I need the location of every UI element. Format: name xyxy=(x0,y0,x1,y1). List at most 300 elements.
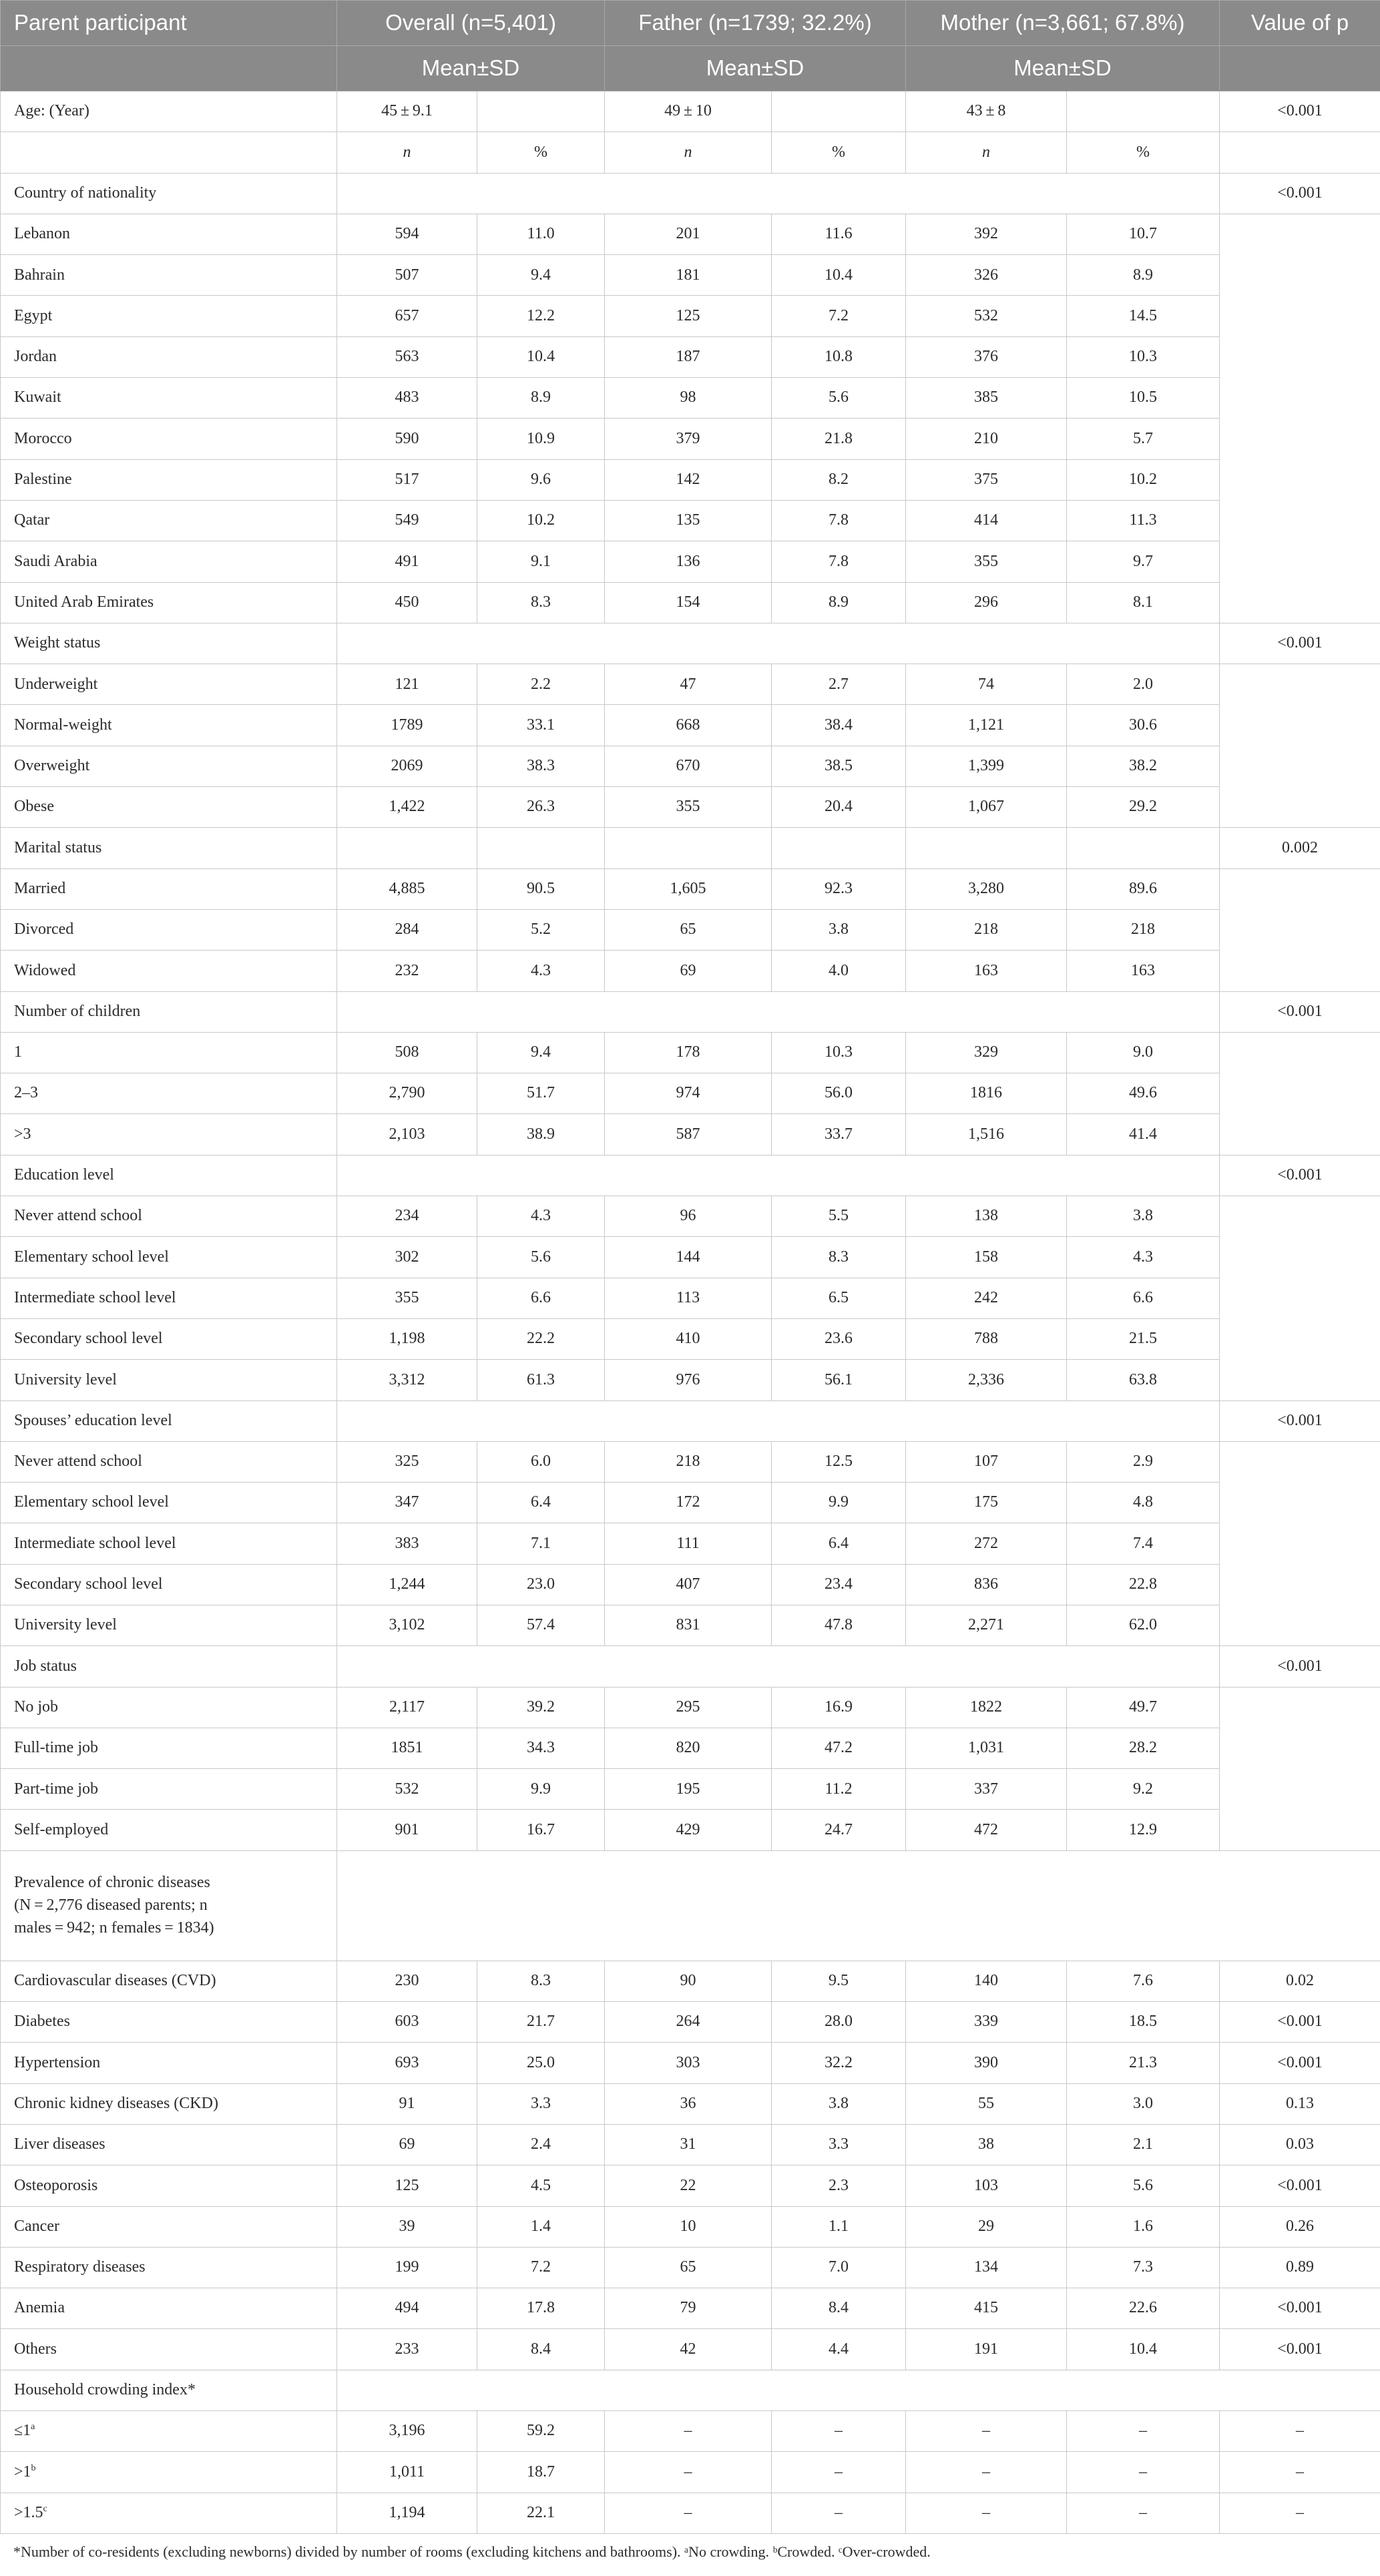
cell-father-n: 587 xyxy=(605,1114,772,1155)
cell-father-pct: 16.9 xyxy=(772,1687,906,1728)
cell-mother-pct: 218 xyxy=(1067,909,1220,950)
row-label-text: Underweight xyxy=(14,675,98,693)
row-label-text: Respiratory diseases xyxy=(14,2258,146,2276)
row-label xyxy=(1,2329,337,2370)
section-empty xyxy=(337,173,1220,214)
cell-mother-pct: 3.8 xyxy=(1067,1196,1220,1237)
merged-pvalue-blank xyxy=(1220,664,1380,828)
cell-mother-n: 2,336 xyxy=(906,1360,1067,1400)
cell-mother-pct: 11.3 xyxy=(1067,500,1220,541)
cell-overall-pct: 17.8 xyxy=(477,2288,605,2329)
header-pvalue: Value of p xyxy=(1220,1,1380,46)
cell-father-pct: 10.3 xyxy=(772,1032,906,1073)
cell-overall-pct: 6.4 xyxy=(477,1483,605,1523)
row-label-text: 2–3 xyxy=(14,1084,38,1102)
table-row xyxy=(1,705,1380,746)
table-row xyxy=(1,2452,1380,2493)
cell-overall-n: 483 xyxy=(337,378,477,419)
cell-overall-n: 508 xyxy=(337,1032,477,1073)
section-label: Weight status xyxy=(1,623,337,664)
cell-mother-n: 836 xyxy=(906,1564,1067,1605)
cell-overall-n: 1851 xyxy=(337,1728,477,1768)
cell-father-pct: 4.0 xyxy=(772,951,906,991)
cell-father-pct: 10.8 xyxy=(772,336,906,377)
cell-overall-n: 2,117 xyxy=(337,1687,477,1728)
cell-mother-pct: – xyxy=(1067,2411,1220,2452)
section-empty-cell xyxy=(772,828,906,868)
row-label xyxy=(1,2411,337,2452)
cell-mother-pct: 63.8 xyxy=(1067,1360,1220,1400)
cell-mother-n: 55 xyxy=(906,2083,1067,2124)
cell-mother-n: 1,516 xyxy=(906,1114,1067,1155)
cell-father-pct: 92.3 xyxy=(772,868,906,909)
cell-father-n: 144 xyxy=(605,1237,772,1278)
subheader-row xyxy=(1,46,1380,91)
cell-father-pct: 32.2 xyxy=(772,2043,906,2083)
cell-overall-pct: 12.2 xyxy=(477,296,605,336)
cell-mother-pct: 21.5 xyxy=(1067,1318,1220,1359)
row-label xyxy=(1,296,337,336)
cell-overall-pct: 90.5 xyxy=(477,868,605,909)
section-empty xyxy=(337,1155,1220,1196)
row-label-text: >1.5 xyxy=(14,2503,43,2521)
cell-father-pct: 6.5 xyxy=(772,1278,906,1318)
cell-father-pct: 21.8 xyxy=(772,419,906,459)
age-father-blank xyxy=(772,91,906,132)
cell-overall-n: 233 xyxy=(337,2329,477,2370)
section-pvalue: <0.001 xyxy=(1220,1646,1380,1687)
cell-overall-n: 69 xyxy=(337,2124,477,2165)
cell-overall-n: 325 xyxy=(337,1441,477,1482)
cell-father-n: 10 xyxy=(605,2206,772,2247)
header-row xyxy=(1,1,1380,46)
cell-father-pct: 56.0 xyxy=(772,1073,906,1114)
section-empty xyxy=(337,2370,1380,2410)
section-row xyxy=(1,991,1380,1032)
cell-overall-n: 3,196 xyxy=(337,2411,477,2452)
cell-father-pct: 47.8 xyxy=(772,1605,906,1645)
cell-pvalue: 0.13 xyxy=(1220,2083,1380,2124)
section-row xyxy=(1,1850,1380,1961)
cell-mother-pct: 1.6 xyxy=(1067,2206,1220,2247)
cell-overall-n: 355 xyxy=(337,1278,477,1318)
table-row xyxy=(1,500,1380,541)
cell-mother-n: – xyxy=(906,2452,1067,2493)
cell-overall-pct: 9.9 xyxy=(477,1769,605,1810)
row-label xyxy=(1,1810,337,1850)
cell-overall-n: 2,790 xyxy=(337,1073,477,1114)
table-footnote: *Number of co-residents (excluding newborns) divided by number of rooms (excluding kitchens and bathrooms). ᵃNo crowding. ᵇCrowded. ᶜOver-crowded. xyxy=(13,2543,931,2560)
row-label xyxy=(1,2043,337,2083)
cell-mother-pct: 49.6 xyxy=(1067,1073,1220,1114)
cell-overall-n: 1789 xyxy=(337,705,477,746)
cell-overall-pct: 38.3 xyxy=(477,746,605,786)
cell-mother-pct: 49.7 xyxy=(1067,1687,1220,1728)
cell-pvalue: <0.001 xyxy=(1220,2329,1380,2370)
cell-father-n: 264 xyxy=(605,2002,772,2043)
cell-overall-n: 603 xyxy=(337,2002,477,2043)
section-label: Marital status xyxy=(1,828,337,868)
cell-overall-n: 450 xyxy=(337,582,477,623)
cell-mother-pct: 22.6 xyxy=(1067,2288,1220,2329)
cell-overall-pct: 7.1 xyxy=(477,1523,605,1564)
row-label xyxy=(1,2124,337,2165)
cell-father-n: 135 xyxy=(605,500,772,541)
cell-overall-n: 302 xyxy=(337,1237,477,1278)
section-row xyxy=(1,1646,1380,1687)
section-empty-cell xyxy=(337,828,477,868)
cell-overall-pct: 9.6 xyxy=(477,459,605,500)
table-row xyxy=(1,296,1380,336)
cell-father-n: 410 xyxy=(605,1318,772,1359)
row-label xyxy=(1,500,337,541)
row-label-text: Overweight xyxy=(14,757,90,775)
row-label xyxy=(1,214,337,254)
cell-mother-n: 472 xyxy=(906,1810,1067,1850)
cell-mother-pct: 4.3 xyxy=(1067,1237,1220,1278)
cell-father-pct: – xyxy=(772,2452,906,2493)
cell-mother-n: 329 xyxy=(906,1032,1067,1073)
age-overall-blank xyxy=(477,91,605,132)
table-row xyxy=(1,1114,1380,1155)
cell-mother-pct: 10.2 xyxy=(1067,459,1220,500)
table-row xyxy=(1,664,1380,705)
row-label-text: Elementary school level xyxy=(14,1248,169,1266)
cell-father-n: 355 xyxy=(605,787,772,828)
subheader-pvalue-blank xyxy=(1220,46,1380,91)
row-label-text: Chronic kidney diseases (CKD) xyxy=(14,2095,218,2112)
cell-mother-n: 103 xyxy=(906,2165,1067,2206)
cell-father-pct: 9.5 xyxy=(772,1961,906,2001)
cell-father-pct: 4.4 xyxy=(772,2329,906,2370)
cell-overall-pct: 8.3 xyxy=(477,1961,605,2001)
table-row xyxy=(1,2043,1380,2083)
row-label-text: United Arab Emirates xyxy=(14,593,154,611)
cell-mother-n: – xyxy=(906,2411,1067,2452)
units-overall-n: n xyxy=(337,132,477,173)
age-label: Age: (Year) xyxy=(1,91,337,132)
row-label-text: Cancer xyxy=(14,2217,59,2235)
row-label-text: Lebanon xyxy=(14,225,70,243)
cell-overall-n: 594 xyxy=(337,214,477,254)
row-label-text: Obese xyxy=(14,798,54,816)
cell-overall-n: 1,198 xyxy=(337,1318,477,1359)
row-label xyxy=(1,1564,337,1605)
cell-father-pct: 8.3 xyxy=(772,1237,906,1278)
cell-overall-n: 232 xyxy=(337,951,477,991)
cell-pvalue: – xyxy=(1220,2411,1380,2452)
cell-overall-n: 494 xyxy=(337,2288,477,2329)
row-label xyxy=(1,1073,337,1114)
cell-father-pct: 8.4 xyxy=(772,2288,906,2329)
cell-mother-n: 158 xyxy=(906,1237,1067,1278)
section-empty xyxy=(337,623,1220,664)
cell-overall-pct: 8.3 xyxy=(477,582,605,623)
cell-overall-pct: 10.2 xyxy=(477,500,605,541)
cell-overall-pct: 2.4 xyxy=(477,2124,605,2165)
cell-mother-n: 337 xyxy=(906,1769,1067,1810)
table-row xyxy=(1,1523,1380,1564)
cell-mother-pct: 8.9 xyxy=(1067,255,1220,296)
cell-mother-n: 1,067 xyxy=(906,787,1067,828)
header-mother: Mother (n=3,661; 67.8%) xyxy=(906,1,1220,46)
table-row xyxy=(1,1728,1380,1768)
cell-overall-pct: 4.5 xyxy=(477,2165,605,2206)
cell-overall-pct: 5.6 xyxy=(477,1237,605,1278)
cell-overall-n: 2069 xyxy=(337,746,477,786)
cell-mother-n: 375 xyxy=(906,459,1067,500)
section-label-line: Prevalence of chronic diseases xyxy=(14,1874,210,1892)
row-label-text: Anemia xyxy=(14,2299,65,2317)
cell-father-n: 201 xyxy=(605,214,772,254)
merged-pvalue-blank xyxy=(1220,214,1380,623)
cell-father-pct: 33.7 xyxy=(772,1114,906,1155)
cell-mother-pct: 2.0 xyxy=(1067,664,1220,705)
cell-mother-n: 355 xyxy=(906,541,1067,582)
section-pvalue: <0.001 xyxy=(1220,1155,1380,1196)
row-label-text: Part-time job xyxy=(14,1780,98,1798)
row-label-text: Osteoporosis xyxy=(14,2176,98,2194)
row-label xyxy=(1,1441,337,1482)
row-label xyxy=(1,2002,337,2043)
cell-mother-pct: 6.6 xyxy=(1067,1278,1220,1318)
row-label-sup: b xyxy=(31,2463,36,2473)
cell-father-n: – xyxy=(605,2493,772,2533)
cell-mother-pct: 10.4 xyxy=(1067,2329,1220,2370)
row-label xyxy=(1,2165,337,2206)
cell-father-n: 976 xyxy=(605,1360,772,1400)
cell-overall-pct: 6.6 xyxy=(477,1278,605,1318)
cell-father-n: 172 xyxy=(605,1483,772,1523)
cell-father-pct: 38.4 xyxy=(772,705,906,746)
table-row xyxy=(1,1483,1380,1523)
cell-father-n: 187 xyxy=(605,336,772,377)
cell-overall-n: 1,422 xyxy=(337,787,477,828)
row-label-text: Elementary school level xyxy=(14,1493,169,1511)
cell-pvalue: <0.001 xyxy=(1220,2288,1380,2329)
cell-father-pct: 11.6 xyxy=(772,214,906,254)
section-label-line: males = 942; n females = 1834) xyxy=(14,1918,214,1937)
cell-father-pct: 8.9 xyxy=(772,582,906,623)
cell-mother-pct: 7.4 xyxy=(1067,1523,1220,1564)
section-empty xyxy=(337,1400,1220,1441)
cell-overall-n: 901 xyxy=(337,1810,477,1850)
subheader-mother-meansd: Mean±SD xyxy=(906,46,1220,91)
cell-father-pct: 7.0 xyxy=(772,2247,906,2288)
cell-father-pct: 10.4 xyxy=(772,255,906,296)
row-label-text: Full-time job xyxy=(14,1739,98,1757)
cell-mother-pct: 41.4 xyxy=(1067,1114,1220,1155)
cell-overall-n: 3,312 xyxy=(337,1360,477,1400)
section-row xyxy=(1,828,1380,868)
cell-father-n: 47 xyxy=(605,664,772,705)
table-row xyxy=(1,2206,1380,2247)
section-pvalue: <0.001 xyxy=(1220,991,1380,1032)
cell-overall-n: 1,244 xyxy=(337,1564,477,1605)
age-father: 49 ± 10 xyxy=(605,91,772,132)
cell-father-n: 974 xyxy=(605,1073,772,1114)
cell-pvalue: 0.02 xyxy=(1220,1961,1380,2001)
row-label xyxy=(1,336,337,377)
cell-overall-n: 549 xyxy=(337,500,477,541)
cell-father-pct: 38.5 xyxy=(772,746,906,786)
cell-mother-n: 339 xyxy=(906,2002,1067,2043)
cell-mother-n: 1816 xyxy=(906,1073,1067,1114)
section-label xyxy=(1,1850,337,1961)
cell-mother-n: 376 xyxy=(906,336,1067,377)
cell-father-pct: 5.6 xyxy=(772,378,906,419)
row-label xyxy=(1,909,337,950)
age-mother: 43 ± 8 xyxy=(906,91,1067,132)
cell-father-pct: – xyxy=(772,2411,906,2452)
cell-father-n: 65 xyxy=(605,909,772,950)
row-label xyxy=(1,2452,337,2493)
row-label xyxy=(1,459,337,500)
cell-father-n: 154 xyxy=(605,582,772,623)
cell-father-pct: 7.8 xyxy=(772,500,906,541)
cell-mother-n: 1,031 xyxy=(906,1728,1067,1768)
row-label-text: Others xyxy=(14,2340,57,2358)
row-label xyxy=(1,1278,337,1318)
cell-mother-pct: 28.2 xyxy=(1067,1728,1220,1768)
header-participant: Parent participant xyxy=(1,1,337,46)
section-label-line: (N = 2,776 diseased parents; n xyxy=(14,1896,208,1914)
cell-overall-pct: 34.3 xyxy=(477,1728,605,1768)
table-row xyxy=(1,2288,1380,2329)
cell-mother-n: 414 xyxy=(906,500,1067,541)
row-label-text: Diabetes xyxy=(14,2013,70,2031)
row-label-text: Never attend school xyxy=(14,1207,142,1225)
table-row xyxy=(1,541,1380,582)
cell-father-n: 22 xyxy=(605,2165,772,2206)
row-label-text: Self-employed xyxy=(14,1820,109,1838)
table-row xyxy=(1,2411,1380,2452)
cell-mother-pct: 29.2 xyxy=(1067,787,1220,828)
table-row xyxy=(1,2124,1380,2165)
age-mother-blank xyxy=(1067,91,1220,132)
cell-father-n: 407 xyxy=(605,1564,772,1605)
cell-overall-n: 230 xyxy=(337,1961,477,2001)
cell-overall-n: 234 xyxy=(337,1196,477,1237)
cell-overall-n: 383 xyxy=(337,1523,477,1564)
units-mother-pct: % xyxy=(1067,132,1220,173)
header-father: Father (n=1739; 32.2%) xyxy=(605,1,906,46)
row-label-text: Liver diseases xyxy=(14,2135,105,2153)
cell-father-pct: 24.7 xyxy=(772,1810,906,1850)
cell-overall-n: 4,885 xyxy=(337,868,477,909)
cell-pvalue: – xyxy=(1220,2493,1380,2533)
table-row xyxy=(1,868,1380,909)
table-row xyxy=(1,1564,1380,1605)
cell-overall-n: 284 xyxy=(337,909,477,950)
cell-father-n: 69 xyxy=(605,951,772,991)
row-label-text: Egypt xyxy=(14,306,53,324)
row-label-text: Hypertension xyxy=(14,2053,101,2071)
row-label xyxy=(1,255,337,296)
cell-father-n: 65 xyxy=(605,2247,772,2288)
row-label xyxy=(1,1961,337,2001)
cell-mother-pct: 12.9 xyxy=(1067,1810,1220,1850)
cell-overall-pct: 9.1 xyxy=(477,541,605,582)
cell-father-pct: 7.2 xyxy=(772,296,906,336)
cell-pvalue: 0.89 xyxy=(1220,2247,1380,2288)
cell-father-pct: 12.5 xyxy=(772,1441,906,1482)
row-label-text: Widowed xyxy=(14,961,76,979)
cell-mother-pct: 9.2 xyxy=(1067,1769,1220,1810)
cell-overall-n: 199 xyxy=(337,2247,477,2288)
cell-overall-pct: 6.0 xyxy=(477,1441,605,1482)
cell-mother-n: 140 xyxy=(906,1961,1067,2001)
table-row xyxy=(1,255,1380,296)
age-row xyxy=(1,91,1380,132)
cell-overall-pct: 2.2 xyxy=(477,664,605,705)
row-label-text: Intermediate school level xyxy=(14,1288,176,1306)
table-row xyxy=(1,1769,1380,1810)
cell-father-n: 42 xyxy=(605,2329,772,2370)
table-row xyxy=(1,1961,1380,2001)
cell-mother-n: 788 xyxy=(906,1318,1067,1359)
table-row xyxy=(1,1441,1380,1482)
units-row xyxy=(1,132,1380,173)
cell-overall-n: 1,194 xyxy=(337,2493,477,2533)
cell-overall-pct: 10.4 xyxy=(477,336,605,377)
merged-pvalue-blank xyxy=(1220,1032,1380,1155)
cell-pvalue: <0.001 xyxy=(1220,2165,1380,2206)
row-label-text: Intermediate school level xyxy=(14,1534,176,1552)
cell-mother-n: 390 xyxy=(906,2043,1067,2083)
cell-overall-n: 563 xyxy=(337,336,477,377)
row-label xyxy=(1,1360,337,1400)
cell-mother-n: 134 xyxy=(906,2247,1067,2288)
cell-father-n: 98 xyxy=(605,378,772,419)
cell-mother-n: 326 xyxy=(906,255,1067,296)
units-father-pct: % xyxy=(772,132,906,173)
cell-overall-pct: 1.4 xyxy=(477,2206,605,2247)
header-overall: Overall (n=5,401) xyxy=(337,1,605,46)
cell-father-pct: 7.8 xyxy=(772,541,906,582)
row-label xyxy=(1,1237,337,1278)
row-label xyxy=(1,1687,337,1728)
row-label xyxy=(1,2493,337,2533)
subheader-overall-meansd: Mean±SD xyxy=(337,46,605,91)
cell-father-n: 79 xyxy=(605,2288,772,2329)
cell-mother-n: 296 xyxy=(906,582,1067,623)
row-label-text: Bahrain xyxy=(14,266,65,284)
section-row xyxy=(1,623,1380,664)
row-label xyxy=(1,746,337,786)
cell-father-pct: 3.8 xyxy=(772,909,906,950)
row-label-text: Secondary school level xyxy=(14,1330,163,1348)
cell-mother-pct: 21.3 xyxy=(1067,2043,1220,2083)
row-label xyxy=(1,2288,337,2329)
cell-mother-n: – xyxy=(906,2493,1067,2533)
table-row xyxy=(1,951,1380,991)
row-label xyxy=(1,2247,337,2288)
cell-father-n: 111 xyxy=(605,1523,772,1564)
cell-mother-pct: 10.5 xyxy=(1067,378,1220,419)
cell-mother-n: 532 xyxy=(906,296,1067,336)
subheader-blank xyxy=(1,46,337,91)
section-label: Education level xyxy=(1,1155,337,1196)
cell-mother-n: 210 xyxy=(906,419,1067,459)
row-label-text: Palestine xyxy=(14,471,72,489)
cell-father-n: 113 xyxy=(605,1278,772,1318)
cell-father-n: 379 xyxy=(605,419,772,459)
age-overall: 45 ± 9.1 xyxy=(337,91,477,132)
cell-overall-n: 532 xyxy=(337,1769,477,1810)
cell-mother-n: 107 xyxy=(906,1441,1067,1482)
section-pvalue: <0.001 xyxy=(1220,1400,1380,1441)
